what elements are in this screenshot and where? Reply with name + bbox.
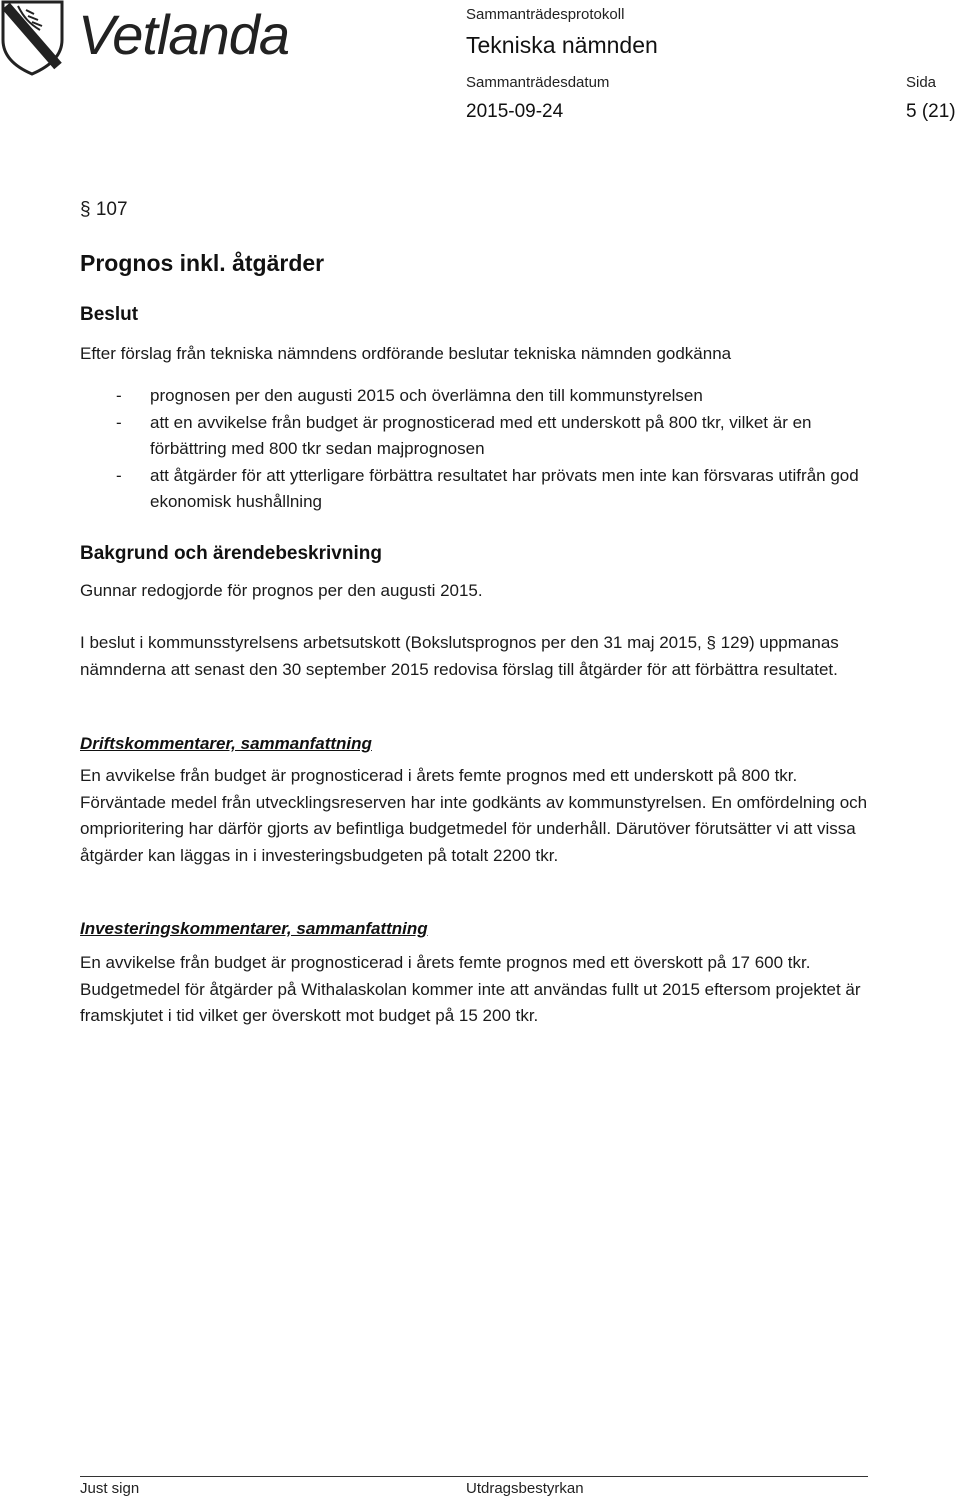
paragraph-number: § 107 xyxy=(80,199,128,220)
bakgrund-paragraph-2: I beslut i kommunsstyrelsens arbetsutskott (Bokslutsprognos per den 31 maj 2015, § 129) uppmanas nämnderna att senast den 30 september 2015 redovisa förslag till åtgärder för att förbättra resultatet. xyxy=(80,633,839,679)
list-item xyxy=(80,383,880,410)
drift-paragraph: En avvikelse från budget är prognosticerad i årets femte prognos med ett underskott på 800 tkr. Förväntade medel från utvecklingsreserven har inte godkänts av kommunstyrelsen. En omfördelning och omprioritering har därför gjorts av befintliga budgetmedel för underhåll. Därutöver förutsätter vi att vissa åtgärder kan läggas in i investeringsbudgeten på totalt 2200 tkr. xyxy=(80,766,868,865)
date-label: Sammanträdesdatum xyxy=(466,74,610,91)
bakgrund-heading: Bakgrund och ärendebeskrivning xyxy=(80,543,382,564)
list-item-text: prognosen per den augusti 2015 och överlämna den till kommunstyrelsen xyxy=(150,386,703,405)
dash-marker: - xyxy=(116,386,122,405)
list-item xyxy=(80,463,880,516)
footer-divider xyxy=(80,1476,868,1477)
dash-marker: - xyxy=(116,412,122,432)
vetlanda-logo xyxy=(0,0,300,76)
beslut-list xyxy=(80,383,880,516)
date-value: 2015-09-24 xyxy=(466,101,564,122)
document-type: Sammanträdesprotokoll xyxy=(466,6,625,23)
list-item-text: att åtgärder för att ytterligare förbättra resultatet har prövats men inte kan försvaras utifrån god ekonomisk hushållning xyxy=(150,465,859,511)
list-item-text: att en avvikelse från budget är prognosticerad med ett underskott på 800 tkr, vilket är en förbättring med 800 tkr sedan majprognosen xyxy=(150,412,812,458)
footer-just-sign: Just sign xyxy=(80,1480,140,1497)
dash-marker: - xyxy=(116,465,122,485)
page-value: 5 (21) xyxy=(906,101,956,122)
beslut-heading: Beslut xyxy=(80,304,139,325)
page-label: Sida xyxy=(906,74,937,91)
footer-utdragsbestyrkan: Utdragsbestyrkan xyxy=(466,1480,584,1497)
committee-name: Tekniska nämnden xyxy=(466,32,658,58)
coat-of-arms-icon xyxy=(0,0,68,76)
page-title: Prognos inkl. åtgärder xyxy=(80,250,325,276)
drift-heading: Driftskommentarer, sammanfattning xyxy=(80,734,372,753)
investering-paragraph: En avvikelse från budget är prognosticerad i årets femte prognos med ett överskott på 17 600 tkr. Budgetmedel för åtgärder på Withalaskolan kommer inte att användas fullt ut 2015 eftersom projektet är framskjutet i tid vilket ger överskott mot budget på 15 200 tkr. xyxy=(80,953,861,1025)
beslut-intro: Efter förslag från tekniska nämndens ordförande beslutar tekniska nämnden godkänna xyxy=(80,344,732,363)
list-item xyxy=(80,410,880,463)
bakgrund-paragraph-1: Gunnar redogjorde för prognos per den augusti 2015. xyxy=(80,581,483,600)
logo-wordmark: Vetlanda xyxy=(78,3,289,66)
investering-heading: Investeringskommentarer, sammanfattning xyxy=(80,919,428,938)
